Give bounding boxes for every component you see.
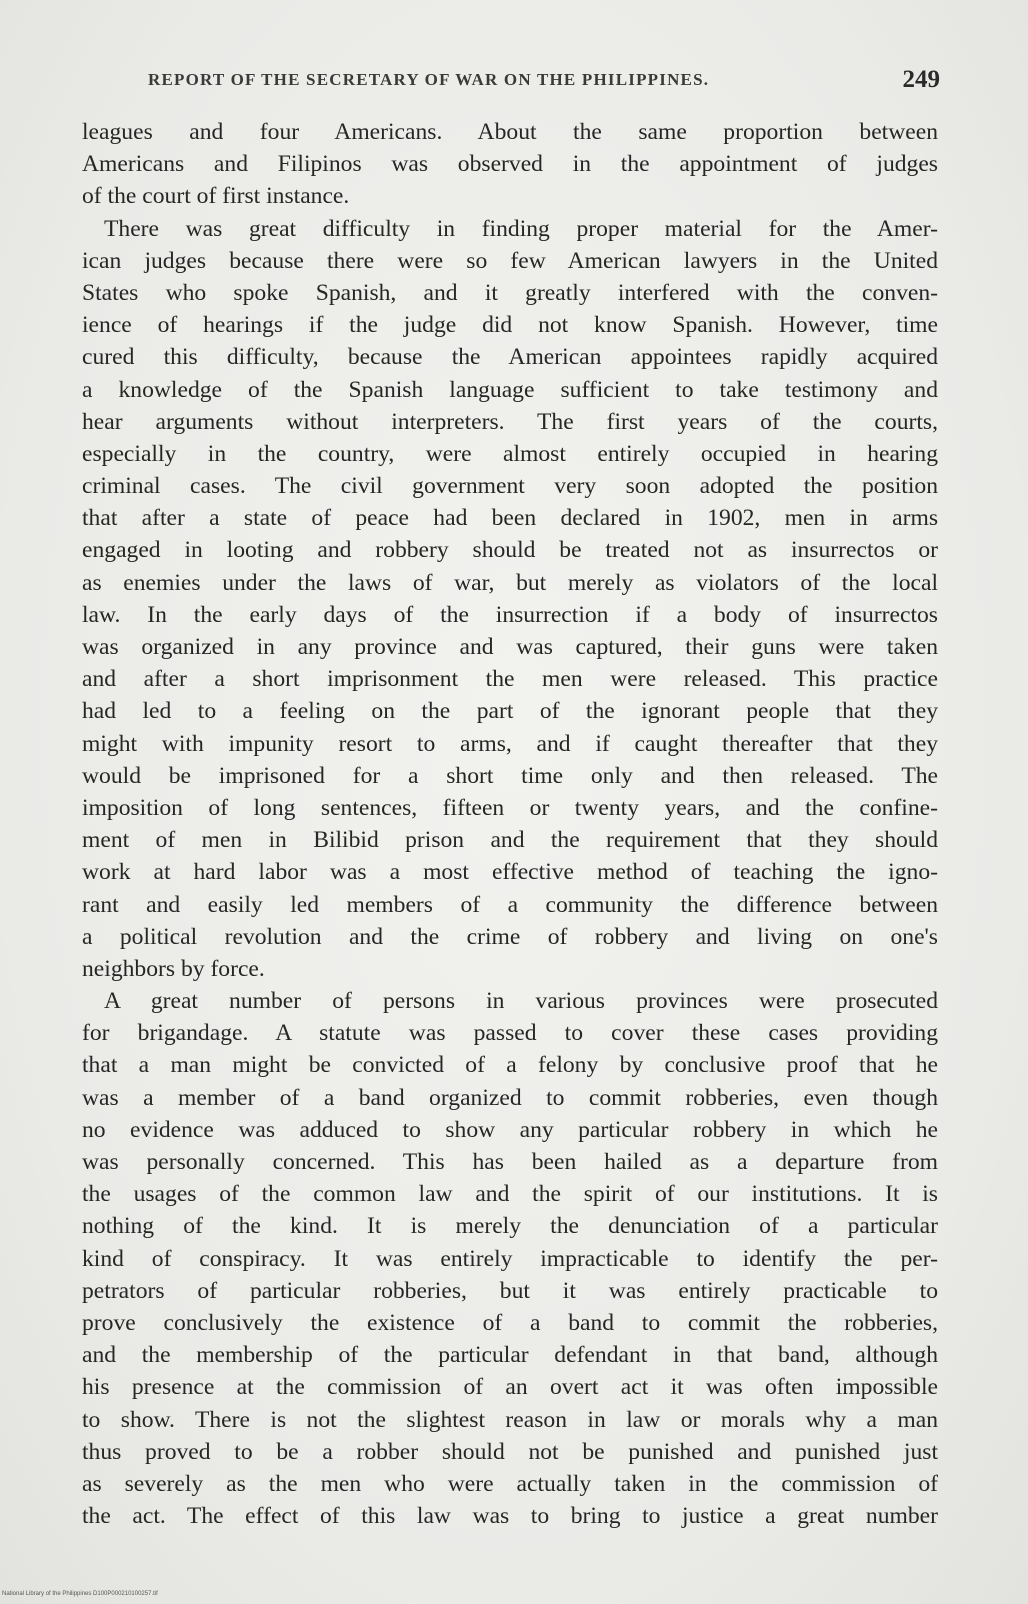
text-line: law. In the early days of the insurrection if a body of insurrectos bbox=[82, 601, 938, 628]
text-line: for brigandage. A statute was passed to cover these cases providing bbox=[82, 1020, 938, 1047]
text-line: States who spoke Spanish, and it greatly interfered with the conven- bbox=[82, 279, 938, 306]
text-line: cured this difficulty, because the American appointees rapidly acquired bbox=[82, 344, 938, 371]
text-line: to show. There is not the slightest reason in law or morals why a man bbox=[82, 1406, 938, 1433]
text-line: criminal cases. The civil government very soon adopted the position bbox=[82, 473, 938, 500]
paragraph-start-line: A great number of persons in various provinces were prosecuted bbox=[104, 988, 938, 1015]
scan-footer-stamp: National Library of the Philippines D100P000210100257.tif bbox=[2, 1591, 158, 1597]
text-line: a knowledge of the Spanish language sufficient to take testimony and bbox=[82, 376, 938, 403]
text-line: prove conclusively the existence of a band to commit the robberies, bbox=[82, 1309, 938, 1336]
text-line: Americans and Filipinos was observed in the appointment of judges bbox=[82, 151, 938, 178]
text-line: thus proved to be a robber should not be punished and punished just bbox=[82, 1438, 938, 1465]
text-line: might with impunity resort to arms, and if caught thereafter that they bbox=[82, 730, 938, 757]
text-line: as severely as the men who were actually taken in the commission of bbox=[82, 1470, 938, 1497]
text-line: hear arguments without interpreters. The first years of the courts, bbox=[82, 408, 938, 435]
text-line: especially in the country, were almost entirely occupied in hearing bbox=[82, 440, 938, 467]
text-line: leagues and four Americans. About the same proportion between bbox=[82, 119, 938, 145]
text-line: would be imprisoned for a short time only and then released. The bbox=[82, 762, 938, 789]
body-text bbox=[82, 116, 938, 1532]
text-line: that a man might be convicted of a felony by conclusive proof that he bbox=[82, 1052, 938, 1079]
text-line: nothing of the kind. It is merely the denunciation of a particular bbox=[82, 1213, 938, 1240]
text-line: rant and easily led members of a community the difference between bbox=[82, 891, 938, 918]
text-line: ience of hearings if the judge did not know Spanish. However, time bbox=[82, 312, 938, 339]
text-line: as enemies under the laws of war, but merely as violators of the local bbox=[82, 569, 938, 596]
text-line: and after a short imprisonment the men were released. This practice bbox=[82, 666, 938, 693]
text-line: the usages of the common law and the spirit of our institutions. It is bbox=[82, 1181, 938, 1208]
text-line: was personally concerned. This has been hailed as a departure from bbox=[82, 1149, 938, 1175]
text-line: of the court of first instance. bbox=[82, 183, 350, 210]
text-line: ment of men in Bilibid prison and the requirement that they should bbox=[82, 827, 938, 854]
text-line: kind of conspiracy. It was entirely impracticable to identify the per- bbox=[82, 1245, 938, 1272]
text-line: was organized in any province and was captured, their guns were taken bbox=[82, 634, 938, 660]
text-line: was a member of a band organized to commit robberies, even though bbox=[82, 1084, 938, 1111]
text-line: imposition of long sentences, fifteen or twenty years, and the confine- bbox=[82, 794, 938, 821]
paragraph-start-line: There was great difficulty in finding proper material for the Amer- bbox=[104, 215, 938, 242]
running-head: REPORT OF THE SECRETARY OF WAR ON THE PHILIPPINES. bbox=[148, 70, 710, 89]
page-number: 249 bbox=[902, 66, 940, 93]
text-line: no evidence was adduced to show any particular robbery in which he bbox=[82, 1116, 938, 1143]
text-line: and the membership of the particular defendant in that band, although bbox=[82, 1342, 938, 1369]
text-line: a political revolution and the crime of robbery and living on one's bbox=[82, 923, 938, 950]
text-line: neighbors by force. bbox=[82, 955, 265, 982]
text-line: petrators of particular robberies, but it was entirely practicable to bbox=[82, 1277, 938, 1304]
text-line: work at hard labor was a most effective method of teaching the igno- bbox=[82, 859, 938, 886]
text-line: that after a state of peace had been declared in 1902, men in arms bbox=[82, 505, 938, 532]
text-line: ican judges because there were so few American lawyers in the United bbox=[82, 247, 938, 274]
text-line: engaged in looting and robbery should be treated not as insurrectos or bbox=[82, 537, 938, 564]
page-header bbox=[148, 66, 940, 100]
text-line: his presence at the commission of an overt act it was often impossible bbox=[82, 1374, 938, 1401]
text-line: had led to a feeling on the part of the ignorant people that they bbox=[82, 698, 938, 725]
text-line: the act. The effect of this law was to bring to justice a great number bbox=[82, 1503, 938, 1530]
